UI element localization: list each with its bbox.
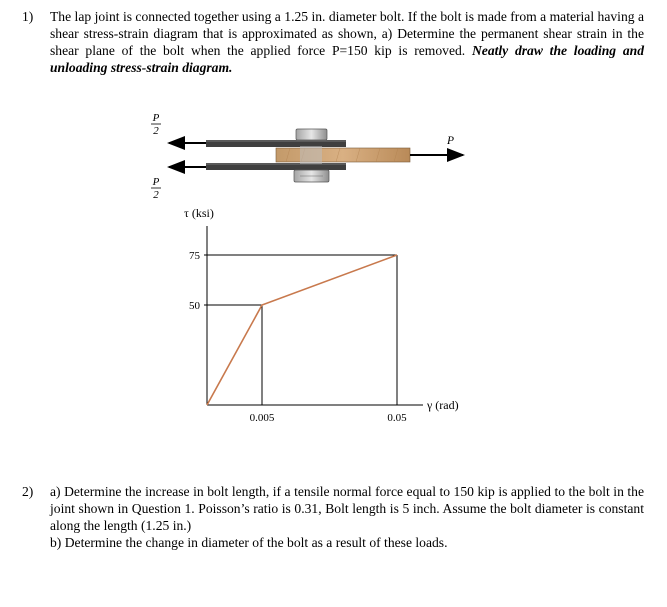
question-2-part-b: b) Determine the change in diameter of the bolt as a result of these loads. [50, 535, 448, 550]
x-axis-label: γ (rad) [427, 398, 459, 412]
load-fraction-denominator: 2 [153, 125, 159, 137]
y-tick-label: 75 [189, 250, 200, 262]
bolt-head [296, 129, 327, 140]
x-tick-label: 0.005 [249, 412, 275, 424]
chart-axes [204, 226, 423, 405]
middle-plate [276, 148, 410, 162]
bottom-plate [206, 163, 346, 170]
question-number: 2) [22, 484, 34, 499]
load-fraction-numerator: P [152, 112, 160, 124]
question-2-body [50, 483, 644, 551]
load-label-bottom [151, 176, 161, 201]
y-axis-label: τ (ksi) [184, 206, 214, 220]
x-tick-label: 0.05 [387, 412, 407, 424]
load-fraction-denominator: 2 [153, 189, 159, 201]
bolt-shank [300, 146, 322, 164]
load-fraction-numerator: P [152, 176, 160, 188]
question-number: 1) [22, 9, 34, 24]
question-1-text: The lap joint is connected together using a 1.25 in. diameter bolt. If the bolt is made from a material having a shear stress-strain diagram that is approximated as shown, a) Determine the permanent shear strain in the shear plane of the bolt when the applied force P=150 kip is removed. [50, 9, 644, 58]
top-plate [206, 140, 346, 147]
chart-labels [184, 206, 459, 424]
y-tick-label: 50 [189, 300, 200, 312]
question-1-emphasis: Neatly draw the loading and unloading stress-strain diagram. [50, 43, 645, 75]
bolt-nut [294, 170, 329, 182]
load-label-top [151, 112, 161, 137]
question-2-part-a: a) Determine the increase in bolt length, if a tensile normal force equal to 150 kip is applied to the bolt in the joint shown in Question 1. Poisson’s ratio is 0.31, Bolt length is 5 inch. Assume the bolt diameter is constant along the length (1.25 in.) [50, 484, 644, 533]
stress-strain-curve [207, 255, 397, 405]
load-label-right: P [447, 135, 455, 147]
question-1 [22, 8, 644, 76]
question-2 [22, 483, 644, 551]
chart-marks [207, 255, 397, 405]
question-1-body [50, 8, 644, 76]
